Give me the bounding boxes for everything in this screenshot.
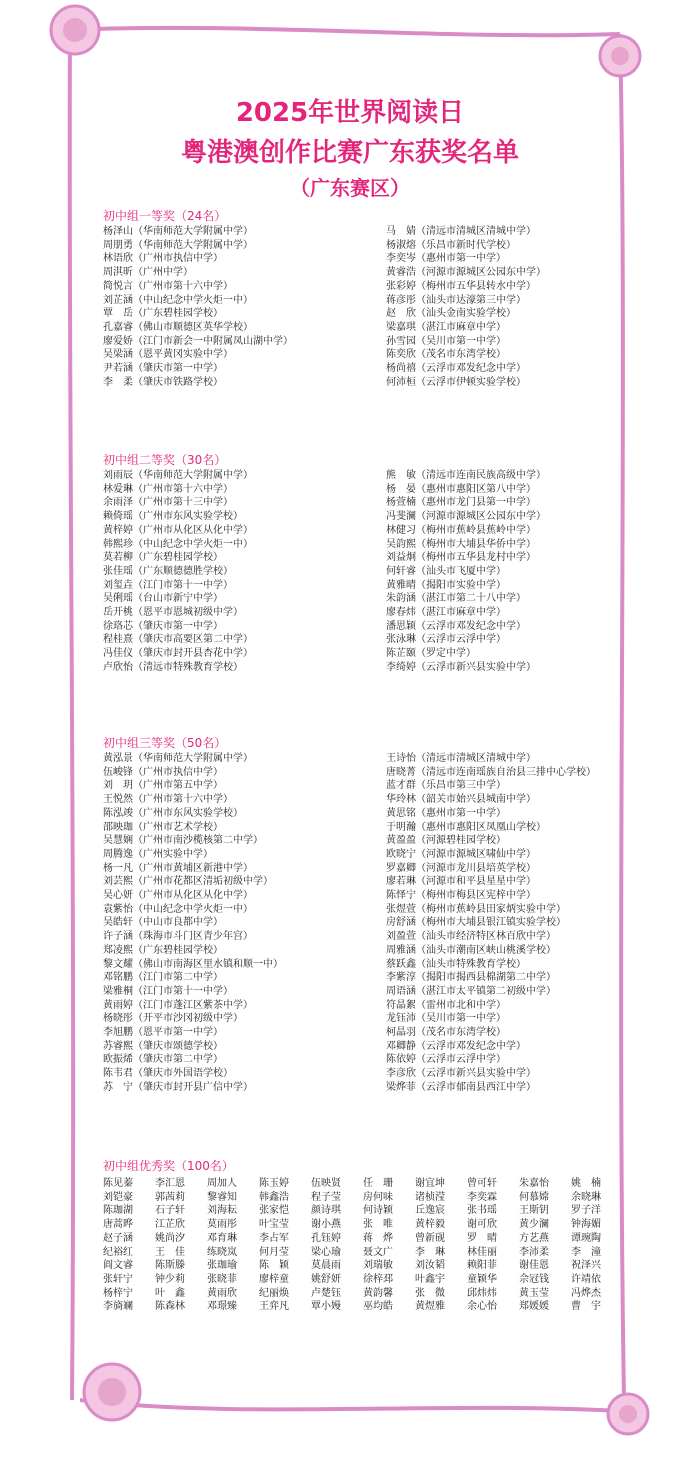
excellence-name: 方艺燕 [519, 1232, 549, 1244]
excellence-name: 江芷欣 [155, 1219, 185, 1231]
winner-entry: 杨 晏（惠州市惠阳区第八中学） [386, 483, 536, 495]
winner-entry: 杨一凡（广州市黄埔区新港中学） [103, 862, 253, 874]
winner-entry: 张彩婷（梅州市五华县转水中学） [386, 280, 536, 292]
winner-entry: 林爱琳（广州市第十六中学） [103, 483, 233, 495]
excellence-name: 林佳丽 [467, 1246, 497, 1258]
excellence-name: 张轩宁 [103, 1273, 133, 1285]
excellence-name: 童颖华 [467, 1273, 497, 1285]
winner-entry: 潘思颖（云浮市邓发纪念中学） [386, 620, 526, 632]
winner-entry: 吴皓轩（中山市良都中学） [103, 917, 223, 929]
winner-entry: 柯晶羽（茂名市东湾学校） [386, 1027, 506, 1039]
winner-entry: 黄梓婷（广州市从化区从化中学） [103, 524, 253, 536]
winner-entry: 刘益炯（梅州市五华县龙村中学） [386, 552, 536, 564]
winner-list-right [386, 469, 663, 675]
winner-entry: 李奕岑（惠州市第一中学） [386, 253, 506, 265]
winner-list-left [103, 752, 386, 1095]
winner-entry: 李彦欣（云浮市新兴县实验中学） [386, 1068, 536, 1080]
excellence-name: 黄梓毅 [415, 1219, 445, 1231]
winner-entry: 冯佳仪（肇庆市封开县杏花中学） [103, 648, 253, 660]
excellence-name: 刘瑞敏 [363, 1260, 393, 1272]
winner-entry: 梁烨菲（云浮市郁南县西江中学） [386, 1081, 536, 1093]
excellence-name: 李 潼 [571, 1246, 601, 1258]
winner-entry: 廖爱娇（江门市新会一中附属凤山湖中学） [103, 335, 293, 347]
winner-entry: 杨晓彤（开平市沙冈初级中学） [103, 1013, 243, 1025]
winner-entry: 孔嘉睿（佛山市顺德区英华学校） [103, 321, 253, 333]
winner-entry: 伍峻锋（广州市执信中学） [103, 766, 223, 778]
winner-entry: 孙雪园（吴川市第一中学） [386, 335, 506, 347]
winner-entry: 于明瀚（惠州市惠阳区凤凰山学校） [386, 821, 546, 833]
excellence-name: 覃小嫚 [311, 1301, 341, 1313]
excellence-name: 周加人 [207, 1178, 237, 1189]
excellence-name: 谢小燕 [311, 1219, 341, 1231]
winner-entry: 罗嘉卿（河源市龙川县培英学校） [386, 862, 536, 874]
excellence-name: 徐梓邳 [363, 1273, 393, 1285]
excellence-name: 纪丽焕 [259, 1287, 289, 1299]
winner-entry: 覃 岳（广东碧桂园学校） [103, 308, 223, 320]
winner-entry: 华玲林（韶关市始兴县城南中学） [386, 794, 536, 806]
winner-entry: 陈泓竣（广州市东风实验学校） [103, 807, 243, 819]
section-third-prize [103, 734, 663, 1095]
section-first-prize [103, 207, 663, 389]
excellence-name: 黄雨欣 [207, 1287, 237, 1299]
excellence-name: 唐蒿晔 [103, 1219, 133, 1231]
excellence-name: 巫均皓 [363, 1301, 393, 1313]
title-line-1: 2025年世界阅读日 [235, 98, 465, 128]
excellence-name: 任 珊 [363, 1178, 393, 1189]
excellence-name: 邓育琳 [207, 1232, 237, 1244]
excellence-name: 罗子洋 [571, 1205, 601, 1217]
winner-entry: 陈怿宁（梅州市梅县区宪梓中学） [386, 890, 536, 902]
excellence-name: 练晓岚 [207, 1246, 237, 1258]
excellence-name: 黎睿知 [207, 1191, 237, 1203]
winner-entry: 黄思铭（惠州市第一中学） [386, 807, 506, 819]
excellence-name: 谢宜坤 [415, 1178, 445, 1189]
excellence-name: 余心怡 [467, 1301, 497, 1313]
excellence-name: 罗 晴 [467, 1232, 497, 1244]
winner-entry: 刘 玥（广州市第五中学） [103, 780, 223, 792]
excellence-name: 莫雨彤 [207, 1219, 237, 1231]
excellence-name: 姚尚汐 [155, 1232, 185, 1244]
excellence-name: 陈珈湖 [103, 1205, 133, 1217]
winner-entry: 邵映珈（广州市艺术学校） [103, 821, 223, 833]
winner-entry: 刘雨辰（华南师范大学附属中学） [103, 470, 253, 481]
winner-entry: 冯斐澜（河源市源城区公园东中学） [386, 511, 546, 523]
winner-entry: 许子涵（珠海市斗门区青少年宫） [103, 931, 253, 943]
winner-entry: 张佳瑶（广东顺德德胜学校） [103, 565, 233, 577]
winner-entry: 黄雨婷（江门市蓬江区紫茶中学） [103, 999, 253, 1011]
excellence-name: 郭茜莉 [155, 1191, 185, 1203]
excellence-name: 陈森林 [155, 1301, 185, 1313]
winner-entry: 黄雅晴（揭阳市实验中学） [386, 579, 506, 591]
winner-entry: 马 婧（清远市清城区清城中学） [386, 226, 536, 237]
section-title: 初中组三等奖（50名） [103, 736, 227, 750]
winner-list-left [103, 225, 386, 389]
winner-entry: 周淇昕（广州中学） [103, 267, 193, 279]
section-title: 初中组一等奖（24名） [103, 209, 227, 223]
excellence-name: 刘铠豪 [103, 1191, 133, 1203]
winner-entry: 徐珞芯（肇庆市第一中学） [103, 620, 223, 632]
winner-entry: 袁紫怡（中山纪念中学火炬一中） [103, 903, 253, 915]
winner-entry: 熊 敏（清远市连南民族高级中学） [386, 470, 546, 481]
winner-entry: 刘芸熙（广州市花都区清垢初级中学） [103, 876, 273, 888]
winner-entry: 苏睿熙（肇庆市颂德学校） [103, 1040, 223, 1052]
winner-entry: 梁嘉琪（湛江市麻章中学） [386, 321, 506, 333]
winner-entry: 蓝才群（乐昌市第三中学） [386, 780, 506, 792]
excellence-name: 梁心瑜 [311, 1246, 341, 1258]
excellence-name: 曾新砚 [415, 1232, 445, 1244]
winner-entry: 周腾逸（广州实验中学） [103, 848, 213, 860]
excellence-name: 丘逸宸 [415, 1205, 445, 1217]
winner-entry: 房舒涵（梅州市大埔县银江镇实验学校） [386, 917, 566, 929]
excellence-name: 韩鑫浩 [259, 1191, 289, 1203]
winner-entry: 吴慧娴（广州市南沙榄核第二中学） [103, 835, 263, 847]
excellence-name: 张家恺 [259, 1205, 289, 1217]
winner-entry: 欧振烯（肇庆市第二中学） [103, 1054, 223, 1066]
excellence-name: 张 唯 [363, 1219, 393, 1231]
winner-entry: 李紫淳（揭阳市揭西县棉湖第二中学） [386, 972, 556, 984]
winner-entry: 刘盈萱（汕头市经济特区林百欣中学） [386, 931, 556, 943]
excellence-name: 廖梓童 [259, 1273, 289, 1285]
excellence-name: 朱嘉怡 [519, 1178, 549, 1189]
winner-entry: 卢欣怡（清远市特殊教育学校） [103, 661, 243, 673]
excellence-name: 李 琳 [415, 1246, 445, 1258]
winner-entry: 邓卿静（云浮市邓发纪念中学） [386, 1040, 526, 1052]
winner-entry: 尹若涵（肇庆市第一中学） [103, 363, 223, 375]
winner-list-right [386, 225, 663, 389]
winner-entry: 莫若柳（广东碧桂园学校） [103, 552, 223, 564]
excellence-name: 蒋 烨 [363, 1232, 393, 1244]
winner-entry: 廖若琳（河源市和平县星星中学） [386, 876, 536, 888]
title-line-3: （广东赛区） [290, 176, 410, 200]
winner-entry: 吴俐瑶（台山市新宁中学） [103, 593, 223, 605]
winner-entry: 刘芷涵（中山纪念中学火炬一中） [103, 294, 253, 306]
winner-entry: 蔡跃鑫（汕头市特殊教育学校） [386, 958, 526, 970]
excellence-name: 刘海耘 [207, 1205, 237, 1217]
winner-entry: 欧晓宁（河源市源城区啸仙中学） [386, 848, 536, 860]
excellence-name: 陈玉婷 [259, 1178, 289, 1189]
winner-entry: 何轩睿（汕头市飞厦中学） [386, 565, 506, 577]
section-title: 初中组优秀奖（100名） [103, 1159, 234, 1173]
winner-entry: 朱韵涵（湛江市第二十八中学） [386, 593, 526, 605]
excellence-name: 伍映贤 [311, 1178, 341, 1189]
winner-entry: 刘玺垚（江门市第十一中学） [103, 579, 233, 591]
winner-entry: 韩熙珍（中山纪念中学火炬一中） [103, 538, 253, 550]
winner-entry: 王悦然（广州市第十六中学） [103, 794, 233, 806]
excellence-name: 何诗颖 [363, 1205, 393, 1217]
excellence-name: 石子轩 [155, 1205, 185, 1217]
winner-entry: 黄睿浩（河源市源城区公园东中学） [386, 267, 546, 279]
excellence-name: 张书瑶 [467, 1205, 497, 1217]
excellence-name: 杨梓宁 [103, 1287, 133, 1299]
excellence-name: 李汇恩 [155, 1178, 185, 1189]
excellence-name: 程子莹 [311, 1191, 341, 1203]
winner-entry: 陈芷颐（罗定中学） [386, 648, 476, 660]
excellence-name: 钟少莉 [155, 1273, 185, 1285]
winner-entry: 陈依婷（云浮市云浮中学） [386, 1054, 506, 1066]
title-line-2: 粤港澳创作比赛广东获奖名单 [180, 138, 519, 168]
excellence-name: 叶宝莹 [259, 1219, 289, 1231]
excellence-name: 赖阳菲 [467, 1260, 497, 1272]
winner-entry: 符晶絮（雷州市北和中学） [386, 999, 506, 1011]
excellence-name: 余晓琳 [571, 1191, 601, 1203]
winner-entry: 岳开桃（恩平市恩城初级中学） [103, 607, 243, 619]
excellence-name-grid [103, 1177, 663, 1314]
excellence-name: 陈斯滕 [155, 1260, 185, 1272]
excellence-name: 邱炜炜 [467, 1287, 497, 1299]
winner-entry: 周语涵（湛江市太平镇第二初级中学） [386, 985, 556, 997]
excellence-name: 黄少澜 [519, 1219, 549, 1231]
excellence-name: 何月莹 [259, 1246, 289, 1258]
winner-entry: 蒋彦彤（汕头市达濠第三中学） [386, 294, 526, 306]
winner-entry: 杨尚禧（云浮市邓发纪念中学） [386, 363, 526, 375]
excellence-name: 赵子涵 [103, 1232, 133, 1244]
winner-entry: 吴梁涵（恩平黄冈实验中学） [103, 349, 233, 361]
excellence-name: 王弈凡 [259, 1301, 289, 1313]
excellence-name: 刘汝韬 [415, 1260, 445, 1272]
excellence-name: 张晓菲 [207, 1273, 237, 1285]
excellence-name: 曹 宇 [571, 1301, 601, 1313]
excellence-name: 黄韵馨 [363, 1287, 393, 1299]
excellence-name: 叶鑫宇 [415, 1273, 445, 1285]
winner-entry: 廖春炜（湛江市麻章中学） [386, 607, 506, 619]
winner-entry: 周朋勇（华南师范大学附属中学） [103, 239, 253, 251]
excellence-name: 诸桢滢 [415, 1191, 445, 1203]
excellence-name: 李占军 [259, 1232, 289, 1244]
winner-entry: 邓铭鹏（江门市第二中学） [103, 972, 223, 984]
winner-entry: 陈奕欣（茂名市东湾学校） [386, 349, 506, 361]
excellence-name: 钟海媚 [571, 1219, 601, 1231]
winner-entry: 杨萱楠（惠州市龙门县第一中学） [386, 497, 536, 509]
excellence-name: 冯烨杰 [571, 1287, 601, 1299]
winner-entry: 黄泓景（华南师范大学附属中学） [103, 753, 253, 764]
excellence-name: 纪裕红 [103, 1246, 133, 1258]
excellence-name: 李奕霖 [467, 1191, 497, 1203]
winner-entry: 周雅涵（汕头市潮南区峡山桃溪学校） [386, 944, 556, 956]
winner-entry: 简悦言（广州市第十六中学） [103, 280, 233, 292]
excellence-name: 孔钰婷 [311, 1232, 341, 1244]
excellence-name: 姚舒妍 [311, 1273, 341, 1285]
winner-entry: 黎文耀（佛山市南海区里水镇和顺一中） [103, 958, 283, 970]
excellence-name: 谢可欣 [467, 1219, 497, 1231]
section-second-prize [103, 451, 663, 675]
excellence-name: 许靖依 [571, 1273, 601, 1285]
excellence-name: 陈见蓁 [103, 1178, 133, 1189]
excellence-name: 颜诗琪 [311, 1205, 341, 1217]
winner-entry: 赖倚瑶（广州市东风实验学校） [103, 511, 243, 523]
winner-entry: 李旭鹏（恩平市第一中学） [103, 1027, 223, 1039]
section-excellence-award [103, 1157, 663, 1314]
excellence-name: 何慕嫦 [519, 1191, 549, 1203]
winner-entry: 何沛桓（云浮市伊顿实验学校） [386, 376, 526, 388]
winner-entry: 余雨泽（广州市第十三中学） [103, 497, 233, 509]
excellence-name: 李旖斓 [103, 1301, 133, 1313]
excellence-name: 房何味 [363, 1191, 393, 1203]
excellence-name: 郑媛媛 [519, 1301, 549, 1313]
excellence-name: 王 佳 [155, 1246, 185, 1258]
winner-entry: 张泳琳（云浮市云浮中学） [386, 634, 506, 646]
winner-list-right [386, 752, 663, 1095]
winner-entry: 苏 宁（肇庆市封开县广信中学） [103, 1081, 253, 1093]
winner-entry: 唐晓菁（清远市连南瑶族自治县三排中心学校） [386, 766, 596, 778]
winner-entry: 杨泽山（华南师范大学附属中学） [103, 226, 253, 237]
winner-entry: 王诗怡（清远市清城区清城中学） [386, 753, 536, 764]
winner-entry: 赵 欣（汕头金南实验学校） [386, 308, 516, 320]
winner-entry: 吴韵熙（梅州市大埔县华侨中学） [386, 538, 536, 550]
excellence-name: 张 微 [415, 1287, 445, 1299]
winner-entry: 郑凌熙（广东碧桂园学校） [103, 944, 223, 956]
excellence-name: 曾可轩 [467, 1178, 497, 1189]
excellence-name: 聂文广 [363, 1246, 393, 1258]
excellence-name: 王斯钥 [519, 1205, 549, 1217]
excellence-name: 黄玉莹 [519, 1287, 549, 1299]
excellence-name: 姚 楠 [571, 1178, 601, 1189]
winner-entry: 林健习（梅州市蕉岭县蕉岭中学） [386, 524, 536, 536]
winner-entry: 梁雅桐（江门市第十一中学） [103, 985, 233, 997]
winner-entry: 林语欣（广州市执信中学） [103, 253, 223, 265]
excellence-name: 陈 颖 [259, 1260, 289, 1272]
excellence-name: 莫晨雨 [311, 1260, 341, 1272]
excellence-name: 卢楚钰 [311, 1287, 341, 1299]
excellence-name: 佘冠钱 [519, 1273, 549, 1285]
winner-entry: 龙钰沛（吴川市第一中学） [386, 1013, 506, 1025]
excellence-name: 阎文睿 [103, 1260, 133, 1272]
excellence-name: 叶 鑫 [155, 1287, 185, 1299]
section-title: 初中组二等奖（30名） [103, 453, 227, 467]
winner-entry: 杨淑熔（乐昌市新时代学校） [386, 239, 516, 251]
excellence-name: 谢佳恩 [519, 1260, 549, 1272]
excellence-name: 谭琬陶 [571, 1232, 601, 1244]
excellence-name: 祝泽兴 [571, 1260, 601, 1272]
excellence-name: 黄煜雅 [415, 1301, 445, 1313]
winner-entry: 吴心妍（广州市从化区从化中学） [103, 890, 253, 902]
excellence-name: 张珈瑜 [207, 1260, 237, 1272]
winner-entry: 张煜萱（梅州市蕉岭县田家炳实验中学） [386, 903, 566, 915]
winner-entry: 陈韦君（肇庆市外国语学校） [103, 1068, 233, 1080]
winner-entry: 李绮婷（云浮市新兴县实验中学） [386, 661, 536, 673]
winner-entry: 李 柔（肇庆市铁路学校） [103, 376, 223, 388]
excellence-name: 李沛柔 [519, 1246, 549, 1258]
winner-list-left [103, 469, 386, 675]
excellence-name: 邓璟臻 [207, 1301, 237, 1313]
winner-entry: 程桂熹（肇庆市高要区第二中学） [103, 634, 253, 646]
winner-entry: 黄盈盈（河源碧桂园学校） [386, 835, 506, 847]
